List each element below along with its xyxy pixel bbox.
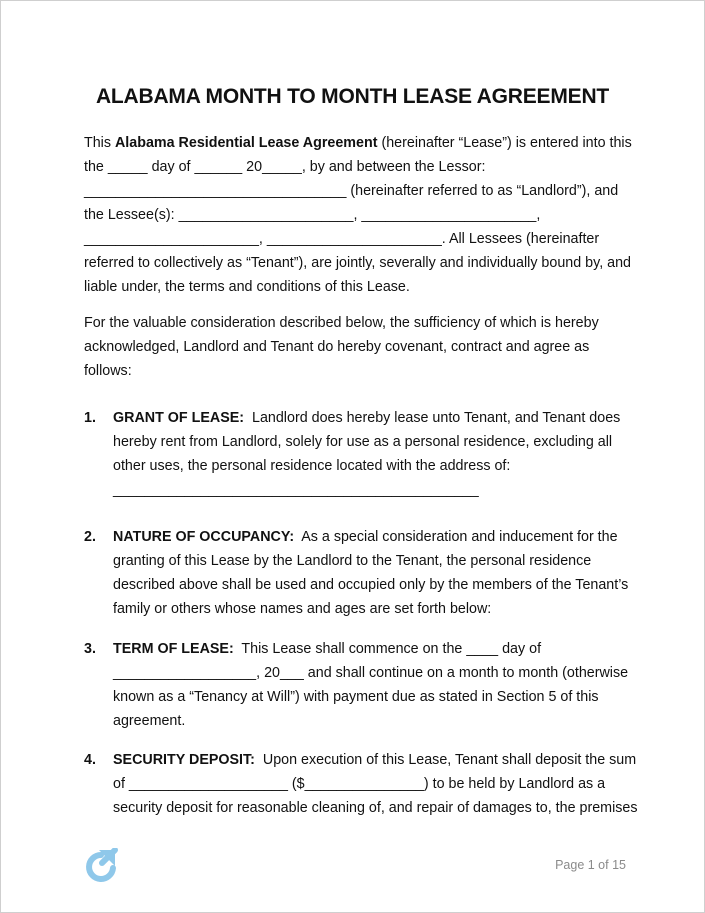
section-heading: GRANT OF LEASE: [113,410,245,426]
section-line: hereby rent from Landlord, solely for use as a personal residence, excluding all [113,434,613,450]
section-line: NATURE OF OCCUPANCY: As a special consideration and inducement for the [113,529,618,545]
intro-line-6: referred to collectively as “Tenant”), are jointly, severally and individually bound by, and [84,255,632,271]
intro-line-5: ______________________, ______________________. All Lessees (hereinafter [84,231,600,247]
section-line: family or others whose names and ages are set forth below: [113,601,492,617]
section-line: other uses, the personal residence located with the address of: [113,458,511,474]
consideration-line-1: For the valuable consideration described below, the sufficiency of which is hereby [84,315,599,331]
section-line: __________________, 20___ and shall continue on a month to month (otherwise [113,665,629,681]
section-heading: TERM OF LEASE: [113,641,234,657]
intro-paragraph [84,131,632,299]
page-number: Page 1 of 15 [555,858,626,872]
page-title: ALABAMA MONTH TO MONTH LEASE AGREEMENT [95,85,610,108]
section-heading: SECURITY DEPOSIT: [113,752,255,768]
section-4-security-deposit [113,748,638,820]
intro-line-2: the _____ day of ______ 20_____, by and between the Lessor: [84,159,486,175]
section-1-grant-of-lease [113,406,633,502]
section-2-number: 2. [84,529,96,545]
section-1-number: 1. [84,410,96,426]
section-line: agreement. [113,713,186,729]
consideration-line-3: follows: [84,363,132,379]
section-line: GRANT OF LEASE: Landlord does hereby lease unto Tenant, and Tenant does [113,410,621,426]
section-line: described above shall be used and occupied only by the members of the Tenant’s [113,577,629,593]
section-4-number: 4. [84,752,96,768]
section-line: granting of this Lease by the Landlord to the Tenant, the personal residence [113,553,592,569]
section-line: of ____________________ ($_______________) to be held by Landlord as a [113,776,606,792]
section-line: security deposit for reasonable cleaning of, and repair of damages to, the premises [113,800,638,816]
section-2-nature-of-occupancy [113,525,633,621]
section-line: known as a “Tenancy at Will”) with payment due as stated in Section 5 of this [113,689,599,705]
address-blank-line: ______________________________________________ [113,482,479,498]
intro-line-1: This Alabama Residential Lease Agreement (hereinafter “Lease”) is entered into this [84,135,632,151]
section-line: SECURITY DEPOSIT: Upon execution of this Lease, Tenant shall deposit the sum [113,752,637,768]
refresh-arrow-logo-icon [85,848,119,884]
section-heading: NATURE OF OCCUPANCY: [113,529,295,545]
intro-line-4: the Lessee(s): ______________________, ______________________, [84,207,541,223]
section-3-number: 3. [84,641,96,657]
consideration-paragraph [84,311,629,383]
section-3-term-of-lease [113,637,633,733]
consideration-line-2: acknowledged, Landlord and Tenant do hereby covenant, contract and agree as [84,339,590,355]
lease-name: Alabama Residential Lease Agreement [114,135,378,151]
intro-line-7: liable under, the terms and conditions of this Lease. [84,279,410,295]
section-line: TERM OF LEASE: This Lease shall commence on the ____ day of [113,641,542,657]
intro-line-3: _________________________________ (hereinafter referred to as “Landlord”), and [84,183,619,199]
